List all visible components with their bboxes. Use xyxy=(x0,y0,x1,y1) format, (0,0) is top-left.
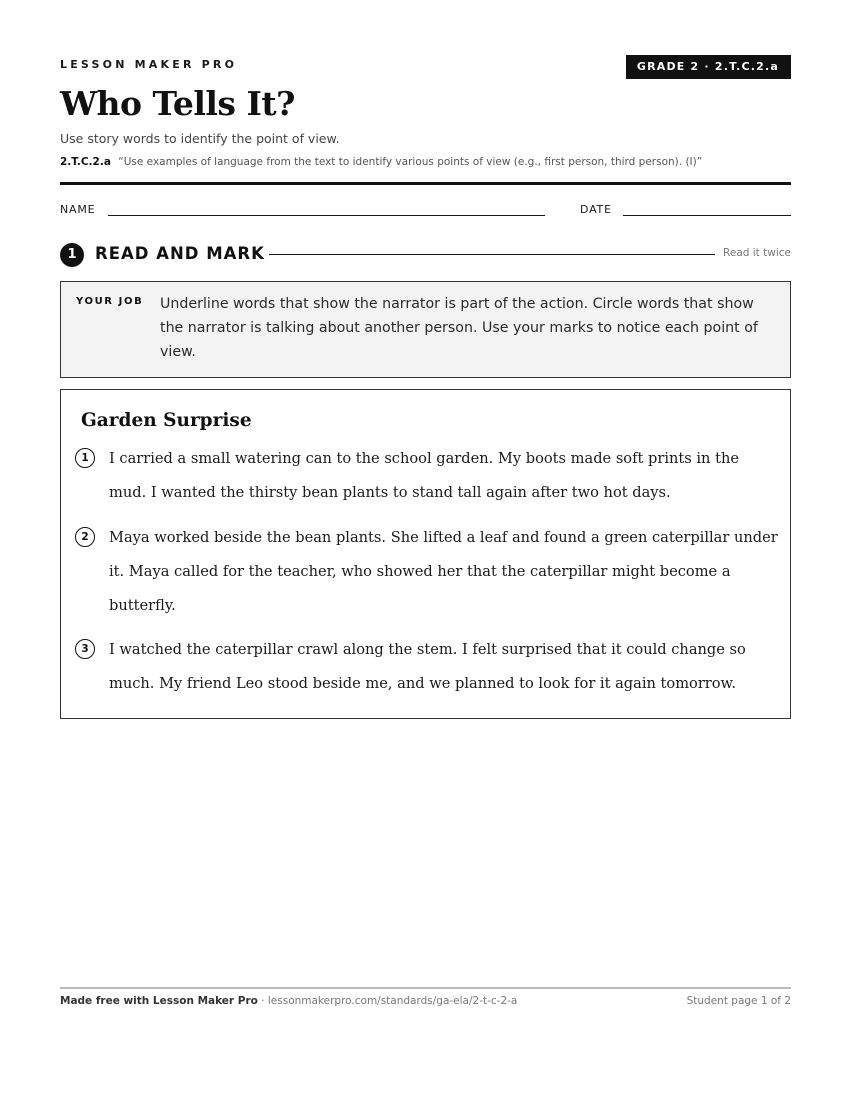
page-title: Who Tells It? xyxy=(60,84,295,123)
paragraph-text: I carried a small watering can to the school garden. My boots made soft prints in the mud. I wanted the thirsty bean plants to stand tall again after two hot days. xyxy=(109,450,739,501)
section-number-badge: 1 xyxy=(60,243,84,267)
paragraph-number-badge: 3 xyxy=(75,639,95,659)
story-passage xyxy=(60,389,791,719)
brand-name: LESSON MAKER PRO xyxy=(60,58,238,71)
footer-divider xyxy=(60,987,791,989)
date-field[interactable] xyxy=(623,215,791,216)
paragraph-number-badge: 2 xyxy=(75,527,95,547)
grade-badge: GRADE 2 · 2.T.C.2.a xyxy=(626,55,791,79)
name-field[interactable] xyxy=(108,215,545,216)
name-date-row xyxy=(60,203,791,221)
date-label: DATE xyxy=(580,203,612,216)
instructions-text: Underline words that show the narrator is part of the action. Circle words that show the narrator is talking about another person. Use your marks to notice each point of view. xyxy=(160,296,758,360)
standard-code: 2.T.C.2.a xyxy=(60,156,111,168)
instructions-label: YOUR JOB xyxy=(76,296,144,307)
standard-line xyxy=(60,156,702,168)
section-divider xyxy=(269,254,715,255)
footer-url-link[interactable]: lessonmakerpro.com/standards/ga-ela/2-t-c-2-a xyxy=(267,995,518,1007)
section-header xyxy=(60,242,791,268)
paragraph-number-badge: 1 xyxy=(75,448,95,468)
page-subtitle: Use story words to identify the point of view. xyxy=(60,131,340,146)
story-title: Garden Surprise xyxy=(81,410,252,431)
instructions-box xyxy=(60,281,791,378)
name-label: NAME xyxy=(60,203,96,216)
standard-text: “Use examples of language from the text to identify various points of view (e.g., first person, third person). (I)” xyxy=(118,156,703,168)
paragraph-text: Maya worked beside the bean plants. She lifted a leaf and found a green caterpillar under it. Maya called for the teacher, who showed her that the caterpillar might become a butterfly. xyxy=(109,529,778,614)
footer-credit: Made free with Lesson Maker Pro xyxy=(60,995,258,1007)
footer-page-number: Student page 1 of 2 xyxy=(686,995,791,1007)
section-hint: Read it twice xyxy=(723,247,791,259)
paragraph-text: I watched the caterpillar crawl along the stem. I felt surprised that it could change so much. My friend Leo stood beside me, and we planned to look for it again tomorrow. xyxy=(109,641,746,692)
worksheet-page xyxy=(60,0,791,1100)
footer-credit-line xyxy=(60,995,517,1007)
footer-separator: · xyxy=(257,995,268,1007)
header-divider xyxy=(60,182,791,185)
section-title: READ AND MARK xyxy=(95,244,265,263)
